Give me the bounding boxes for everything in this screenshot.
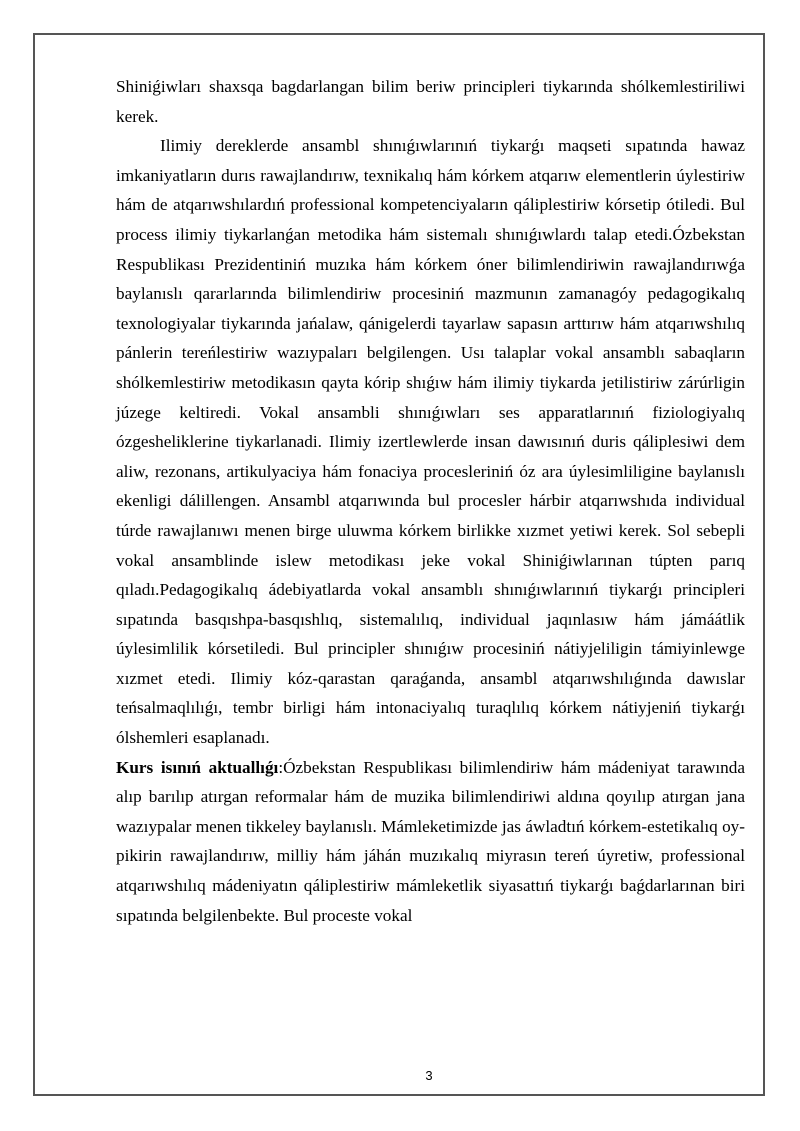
paragraph-continuation: Shiniǵiwları shaxsqa bagdarlangan bilim beriw principleri tiykarında shólkemlestiriliwi kerek. bbox=[116, 77, 745, 126]
page-number: 3 bbox=[425, 1068, 433, 1083]
paragraph-research-sources: Ilimiy dereklerde ansambl shınıǵıwlarınıń tiykarǵı maqseti sıpatında hawaz imkaniyatların durıs rawajlandırıw, texnikalıq hám kórkem atqarıw elementlerin úylestiriw hám de atqarıwshılardıń professional kompetenciyaların qáliplestiriw kórsetip ótiledi. Bul process ilimiy tiykarlanǵan metodika hám sistemalı shınıǵıwlardı talap etedi.Ózbekstan Respublikası Prezidentiniń muzıka hám kórkem óner bilimlendiriwin rawajlandırıwǵa baylanıslı qararlarında bilimlendiriw procesiniń mazmunın zamanagóy pedagogikalıq texnologiyalar tiykarında jańalaw, qánigelerdi tayarlaw sapasın arttırıw hám atqarıwshılıq pánlerin tereńlestiriw wazıypaları belgilengen. Usı talaplar vokal ansamblı sabaqların shólkemlestiriw metodikasın qayta kórip shıǵıw hám ilimiy tiykarda jetilistiriw zárúrligin júzege keltiredi. Vokal ansambli shınıǵıwları ses apparatlarınıń fiziologiyalıq ózgesheliklerine tiykarlanadi. Ilimiy izertlewlerde insan dawısınıń duris qáliplesiwi dem aliw, rezonans, artikulyaciya hám fonaciya procesleriniń óz ara úylesimliligine baylanıslı ekenligi dálillengen. Ansambl atqarıwında bul procesler hárbir atqarıwshıda individual túrde rawajlanıwı menen birge uluwma kórkem birlikke xızmet yetiwi kerek. Sol sebepli vokal ansamblinde islew metodikası jeke vokal Shiniǵiwlarınan túpten parıq qıladı.Pedagogikalıq ádebiyatlarda vokal ansamblı shınıǵıwlarınıń tiykarǵı principleri sıpatında basqıshpa-basqıshlıq, sistemalılıq, individual jaqınlasıw hám jámáátlik úylesimlilik kórsetiledi. Bul principler shınıǵıw procesiniń nátiyjeliligin támiyinlewge xızmet etedi. Ilimiy kóz-qarastan qaraǵanda, ansambl atqarıwshılıǵında dawıslar teńsalmaqlılıǵı, tembr birligi hám intonaciyalıq turaqlılıq kórkem nátiyjeniń tiykarǵı ólshemleri esaplanadı. bbox=[116, 136, 745, 748]
paragraph-course-relevance bbox=[116, 753, 745, 931]
course-relevance-heading: Kurs isınıń aktuallıǵı bbox=[116, 757, 279, 777]
document-body bbox=[116, 72, 745, 930]
course-relevance-text: :Ózbekstan Respublikası bilimlendiriw hám mádeniyat tarawında alıp barılıp atırgan reformalar hám de muzika bilimlendiriwi aldına qoyılıp atırgan jana wazıypalar menen tikkeley baylanıslı. Mámleketimizde jas áwladtıń kórkem-estetikalıq oy-pikirin rawajlandırıw, milliy hám jáhán muzıkalıq miyrasın tereń úyretiw, professional atqarıwshılıq mádeniyatın qáliplestiriw mámleketlik siyasattıń tiykarǵı baǵdarlarınan biri sıpatında belgilenbekte. Bul proceste vokal bbox=[116, 757, 745, 925]
